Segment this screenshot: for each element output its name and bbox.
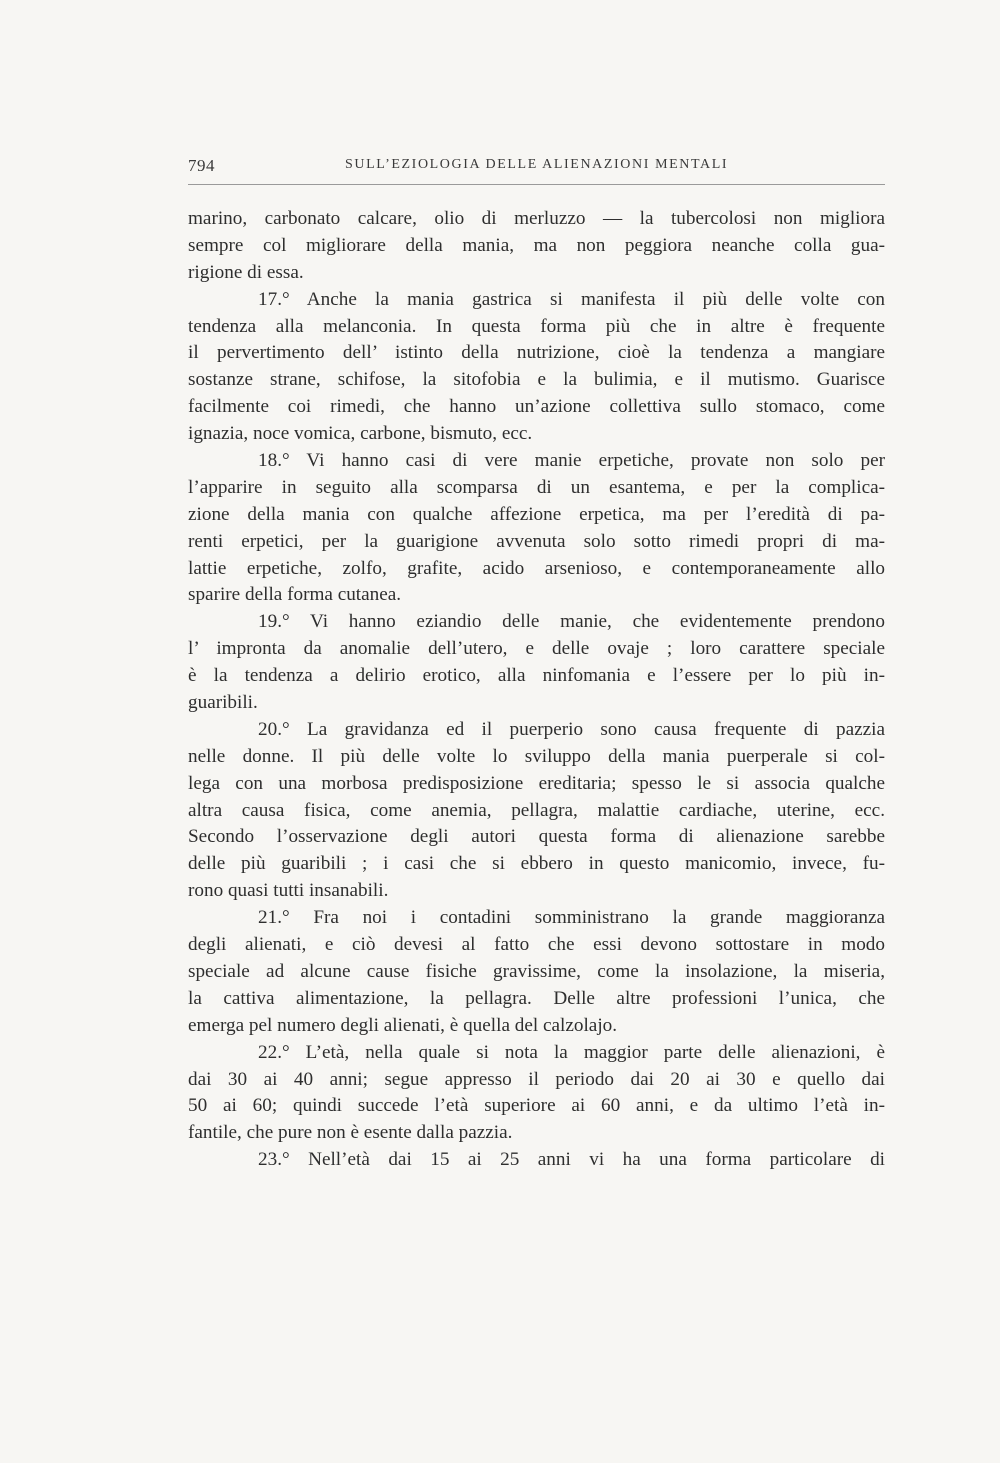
text-line: Secondo l’osservazione degli autori questa forma di alienazione sarebbe [188, 826, 885, 848]
text-line: zione della mania con qualche affezione erpetica, ma per l’eredità di pa- [188, 503, 885, 525]
text-line: 50 ai 60; quindi succede l’età superiore ai 60 anni, e da ultimo l’età in- [188, 1095, 885, 1117]
text-line: sparire della forma cutanea. [188, 584, 402, 606]
text-line: sempre col migliorare della mania, ma non peggiora neanche colla gua- [188, 234, 885, 256]
paragraph-23-start: 23.° Nell’età dai 15 ai 25 anni vi ha una forma particolare di [258, 1149, 885, 1171]
text-line: marino, carbonato calcare, olio di merluzzo — la tubercolosi non migliora [188, 208, 885, 229]
paragraph-17-start: 17.° Anche la mania gastrica si manifesta il più delle volte con [258, 288, 885, 310]
running-title: SULL’EZIOLOGIA DELLE ALIENAZIONI MENTALI [345, 157, 729, 172]
text-line: rono quasi tutti insanabili. [188, 880, 389, 902]
text-line: ignazia, noce vomica, carbone, bismuto, ecc. [188, 423, 533, 445]
text-line: speciale ad alcune cause fisiche gravissime, come la insolazione, la miseria, [188, 960, 885, 982]
paragraph-19-start: 19.° Vi hanno eziandio delle manie, che evidentemente prendono [258, 611, 885, 633]
paragraph-20-start: 20.° La gravidanza ed il puerperio sono causa frequente di pazzia [258, 718, 885, 740]
text-line: l’ impronta da anomalie dell’utero, e delle ovaje ; loro carattere speciale [188, 638, 885, 660]
text-line: rigione di essa. [188, 261, 304, 283]
text-line: nelle donne. Il più delle volte lo sviluppo della mania puerperale si col- [188, 745, 885, 767]
text-line: sostanze strane, schifose, la sitofobia e la bulimia, e il mutismo. Guarisce [188, 369, 885, 391]
page-number: 794 [188, 156, 215, 175]
page-header [188, 156, 885, 185]
text-line: lattie erpetiche, zolfo, grafite, acido arsenioso, e contemporaneamente allo [188, 557, 885, 579]
text-line: il pervertimento dell’ istinto della nutrizione, cioè la tendenza a mangiare [188, 342, 885, 364]
body-text [188, 206, 885, 1174]
text-line: tendenza alla melanconia. In questa forma più che in altre è frequente [188, 315, 885, 337]
paragraph-22-start: 22.° L’età, nella quale si nota la maggior parte delle alienazioni, è [258, 1041, 885, 1063]
text-line: l’apparire in seguito alla scomparsa di un esantema, e per la complica- [188, 476, 885, 498]
text-line: guaribili. [188, 692, 258, 714]
text-line: dai 30 ai 40 anni; segue appresso il periodo dai 20 ai 30 e quello dai [188, 1068, 885, 1090]
text-line: la cattiva alimentazione, la pellagra. Delle altre professioni l’unica, che [188, 987, 885, 1009]
paragraph-18-start: 18.° Vi hanno casi di vere manie erpetiche, provate non solo per [258, 450, 885, 472]
text-line: è la tendenza a delirio erotico, alla ninfomania e l’essere per lo più in- [188, 665, 885, 687]
paragraph-21-start: 21.° Fra noi i contadini somministrano la grande maggioranza [258, 907, 885, 929]
text-line: delle più guaribili ; i casi che si ebbero in questo manicomio, invece, fu- [188, 853, 885, 875]
text-line: degli alienati, e ciò devesi al fatto che essi devono sottostare in modo [188, 934, 885, 956]
text-line: fantile, che pure non è esente dalla pazzia. [188, 1122, 513, 1144]
text-line: altra causa fisica, come anemia, pellagra, malattie cardiache, uterine, ecc. [188, 799, 885, 821]
text-line: emerga pel numero degli alienati, è quella del calzolajo. [188, 1014, 618, 1036]
text-line: facilmente coi rimedi, che hanno un’azione collettiva sullo stomaco, come [188, 396, 885, 418]
text-line: renti erpetici, per la guarigione avvenuta solo sotto rimedi propri di ma- [188, 530, 885, 552]
text-line: lega con una morbosa predisposizione ereditaria; spesso le si associa qualche [188, 772, 885, 794]
